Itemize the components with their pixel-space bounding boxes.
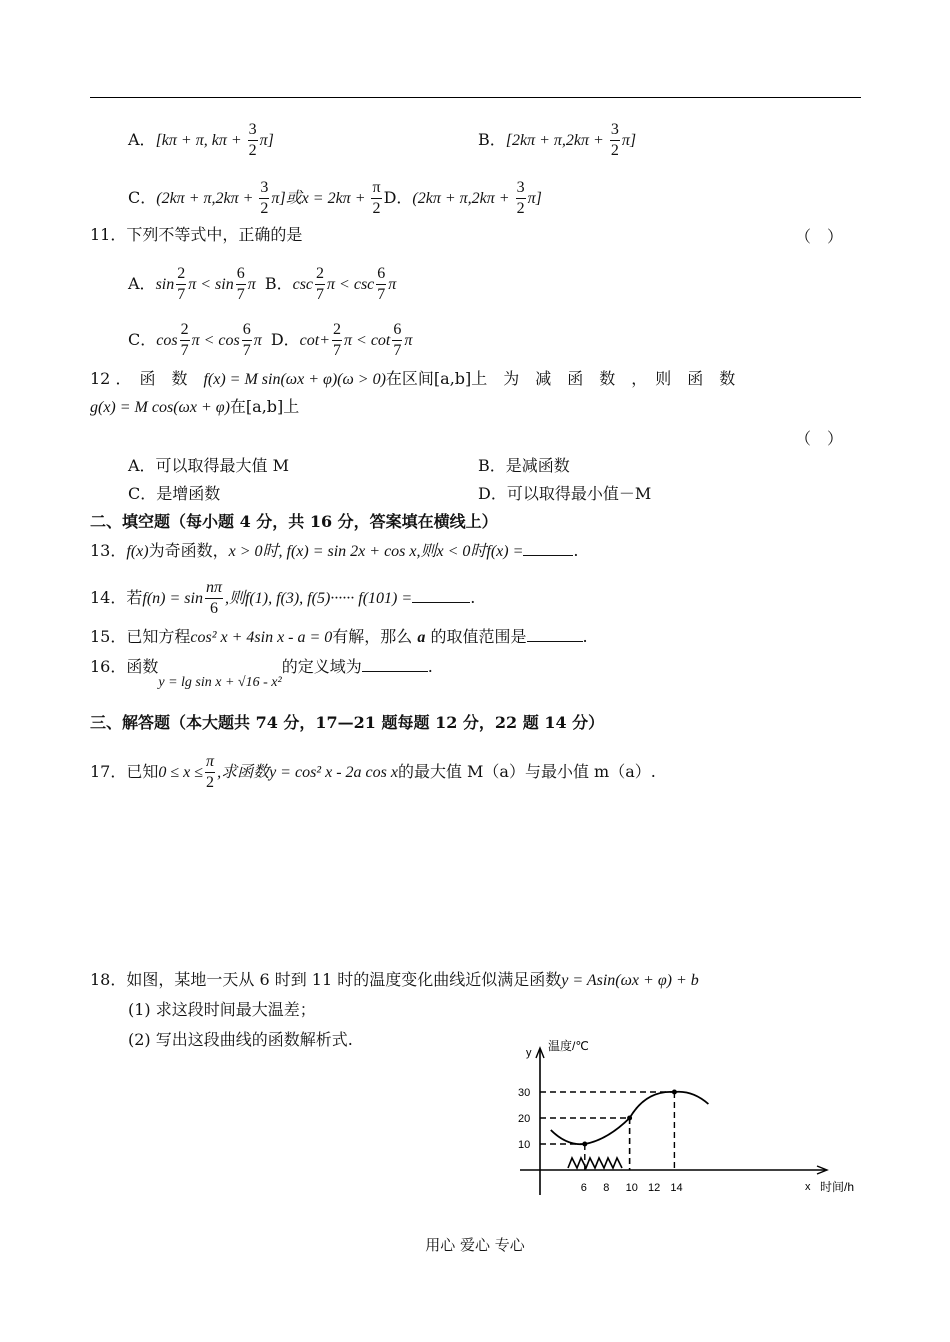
x-tick-label: 10: [625, 1182, 638, 1194]
q16-answer-blank: [362, 671, 428, 672]
section-2-heading: 二、填空题（每小题 4 分，共 16 分，答案填在横线上）: [90, 512, 498, 531]
x-tick-label: 14: [670, 1182, 683, 1194]
q15-answer-blank: [527, 641, 583, 642]
footer-slogan: 用心 爱心 专心: [425, 1236, 525, 1254]
q11-option-a: A．sin $\frac{2}{7}$ π < sin $\frac{6}{7}$ π B．csc $\frac{2}{7}$ π < csc $\frac{6}{7}$ π: [128, 265, 397, 303]
q11-answer-paren: （ ）: [795, 227, 844, 246]
zigzag-curve: [568, 1158, 622, 1168]
q10-option-c: C．(2kπ + π,2kπ + $\frac{3}{2}$ π]或x = 2kπ + $\frac{\pi}{2}$ D．(2kπ + π,2kπ + $\frac{3}{2}$ π]: [128, 179, 542, 217]
q14: 14．若f(n) = sin $\frac{n\pi}{6}$ ,则f(1), f(3), f(5)······ f(101) = .: [90, 579, 476, 617]
q14-answer-blank: [412, 602, 470, 603]
header-rule: [90, 97, 861, 98]
q11-stem: 11．下列不等式中，正确的是: [90, 225, 303, 244]
q10-option-a: A．[kπ + π, kπ + $\frac{3}{2}$ π]: [128, 121, 274, 159]
y-tick-label: 30: [518, 1087, 531, 1099]
y-tick-label: 20: [518, 1113, 531, 1125]
temperature-chart: [500, 1030, 870, 1205]
q18-stem: 18．如图，某地一天从 6 时到 11 时的温度变化曲线近似满足函数y = Asin(ωx + φ) + b: [90, 970, 699, 989]
q12-stem-line2: g(x) = M cos(ωx + φ)在[a,b]上: [90, 397, 300, 416]
x-axis-letter: x: [805, 1181, 811, 1193]
y-axis-letter: y: [526, 1047, 532, 1059]
q15: 15．已知方程cos² x + 4sin x - a = 0有解，那么 a 的取值范围是 .: [90, 627, 588, 646]
q18-sub2: (2) 写出这段曲线的函数解析式.: [128, 1030, 353, 1049]
y-tick-label: 10: [518, 1139, 531, 1151]
q10-option-b: B．[2kπ + π,2kπ + $\frac{3}{2}$ π]: [478, 121, 637, 159]
q11-option-c: C．cos $\frac{2}{7}$ π < cos $\frac{6}{7}$ π D．cot+ $\frac{2}{7}$ π < cot $\frac{6}{7}$ π: [128, 321, 413, 359]
q12-answer-paren: （ ）: [795, 429, 844, 448]
q12-option-c: C．是增函数: [128, 484, 221, 503]
q12-stem: 12 ． 函 数 f(x) = M sin(ωx + φ)(ω > 0)在区间[a,b]上 为 减 函 数 ， 则 函 数: [90, 369, 736, 388]
x-tick-label: 8: [603, 1182, 610, 1194]
q12-option-a: A．可以取得最大值 M: [128, 456, 290, 475]
y-axis-label: 温度/℃: [548, 1039, 589, 1053]
q17: 17．已知0 ≤ x ≤ $\frac{\pi}{2}$ ,求函数y = cos² x - 2a cos x的最大值 M（a）与最小值 m（a）.: [90, 753, 656, 791]
q18-sub1: (1) 求这段时间最大温差；: [128, 1000, 316, 1019]
section-3-heading: 三、解答题（本大题共 74 分，17—21 题每题 12 分，22 题 14 分）: [90, 713, 605, 732]
q13: 13．f(x)为奇函数，x > 0时, f(x) = sin 2x + cos x,则x < 0时f(x) = .: [90, 541, 579, 560]
x-tick-label: 6: [580, 1182, 587, 1194]
x-axis-label: 时间/h: [820, 1180, 855, 1194]
q12-option-d: D．可以取得最小值－M: [478, 484, 652, 503]
q16: 16．函数y = lg sin x + √16 - x²的定义域为 .: [90, 657, 433, 690]
q13-answer-blank: [523, 555, 573, 556]
x-tick-label: 12: [648, 1182, 661, 1194]
q12-option-b: B．是减函数: [478, 456, 570, 475]
